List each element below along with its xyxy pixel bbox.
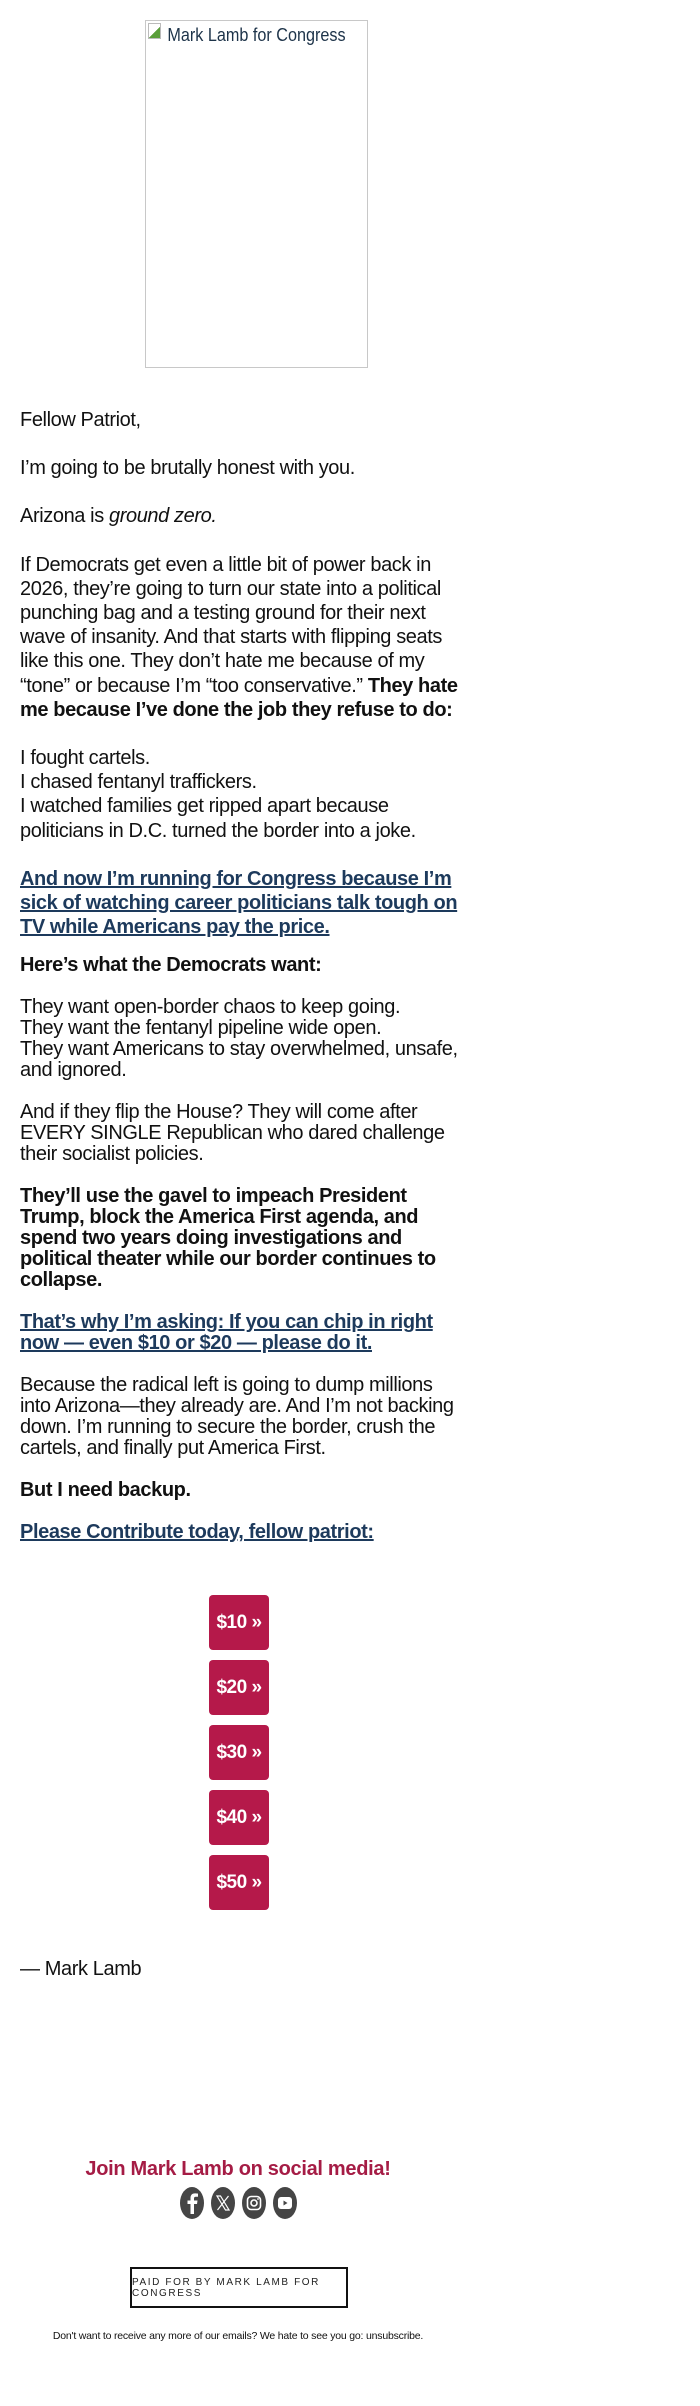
bold-paragraph: They’ll use the gavel to impeach President Trump, block the America First agenda, and spend two years doing investigations and political theater while our border continues to collapse. bbox=[20, 1185, 436, 1291]
chip-in-link[interactable]: That’s why I’m asking: If you can chip in right now — even $10 or $20 — please do it. bbox=[20, 1311, 433, 1354]
emphasis: ground zero. bbox=[108, 505, 217, 528]
unsubscribe-text: Don't want to receive any more of our emails? We hate to see you go: bbox=[52, 2330, 366, 2342]
social-heading: Join Mark Lamb on social media! bbox=[85, 2158, 391, 2180]
bold-text: They hate me because I’ve done the job they refuse to do: bbox=[20, 674, 458, 721]
wants-list bbox=[20, 997, 460, 1081]
donate-50-button[interactable]: $50 » bbox=[209, 1855, 269, 1910]
unsubscribe-link[interactable]: unsubscribe. bbox=[365, 2330, 424, 2342]
header-image bbox=[145, 20, 368, 368]
instagram-icon[interactable] bbox=[242, 2187, 266, 2219]
democrats-want-heading: Here’s what the Democrats want: bbox=[20, 954, 322, 976]
youtube-icon[interactable] bbox=[273, 2187, 297, 2219]
list-item: They want the fentanyl pipeline wide open. bbox=[20, 1017, 382, 1039]
letter-body bbox=[20, 955, 460, 1564]
facebook-icon[interactable] bbox=[180, 2187, 204, 2219]
list-item: I watched families get ripped apart because politicians in D.C. turned the border into a joke. bbox=[20, 795, 416, 842]
donate-20-button[interactable]: $20 » bbox=[209, 1660, 269, 1715]
text: Arizona is bbox=[20, 505, 109, 528]
donate-40-button[interactable]: $40 » bbox=[209, 1790, 269, 1845]
paragraph: Because the radical left is going to dump millions into Arizona—they already are. And I’m not backing down. I’m running to secure the border, crush the cartels, and finally put America First. bbox=[20, 1374, 454, 1459]
social-icons bbox=[0, 2187, 476, 2219]
backup-text: But I need backup. bbox=[20, 1479, 191, 1501]
paragraph: And if they flip the House? They will come after EVERY SINGLE Republican who dared challenge their socialist policies. bbox=[20, 1101, 445, 1165]
donate-30-button[interactable]: $30 » bbox=[209, 1725, 269, 1780]
text: If Democrats get even a little bit of power back in 2026, they’re going to turn our state into a political punching bag and a testing ground for their next wave of insanity. And that starts with flipping seats like this one. They don’t hate me because of my “tone” or because I’m “too conservative.” bbox=[20, 553, 442, 697]
greeting: Fellow Patriot, bbox=[20, 409, 141, 431]
running-for-congress-link[interactable]: And now I’m running for Congress because I’m sick of watching career politicians talk tough on TV while Americans pay the price. bbox=[20, 867, 458, 939]
signature: — Mark Lamb bbox=[20, 1958, 142, 1980]
contribute-link[interactable]: Please Contribute today, fellow patriot: bbox=[20, 1521, 374, 1543]
x-icon[interactable] bbox=[211, 2187, 235, 2219]
paragraph: I’m going to be brutally honest with you. bbox=[20, 457, 355, 480]
header-image-alt: Mark Lamb for Congress bbox=[167, 25, 346, 45]
paragraph bbox=[20, 553, 460, 722]
list-item: I fought cartels. bbox=[20, 747, 150, 770]
paragraph bbox=[20, 504, 460, 528]
letter-intro bbox=[20, 408, 460, 963]
list-item: I chased fentanyl traffickers. bbox=[20, 771, 257, 794]
list-item: They want open-border chaos to keep going. bbox=[20, 996, 401, 1018]
donate-10-button[interactable]: $10 » bbox=[209, 1595, 269, 1650]
list-item: They want Americans to stay overwhelmed, unsafe, and ignored. bbox=[20, 1038, 458, 1081]
unsubscribe-line bbox=[0, 2330, 476, 2342]
paid-for-disclaimer: PAID FOR BY MARK LAMB FOR CONGRESS bbox=[130, 2267, 348, 2308]
record-list bbox=[20, 746, 460, 843]
